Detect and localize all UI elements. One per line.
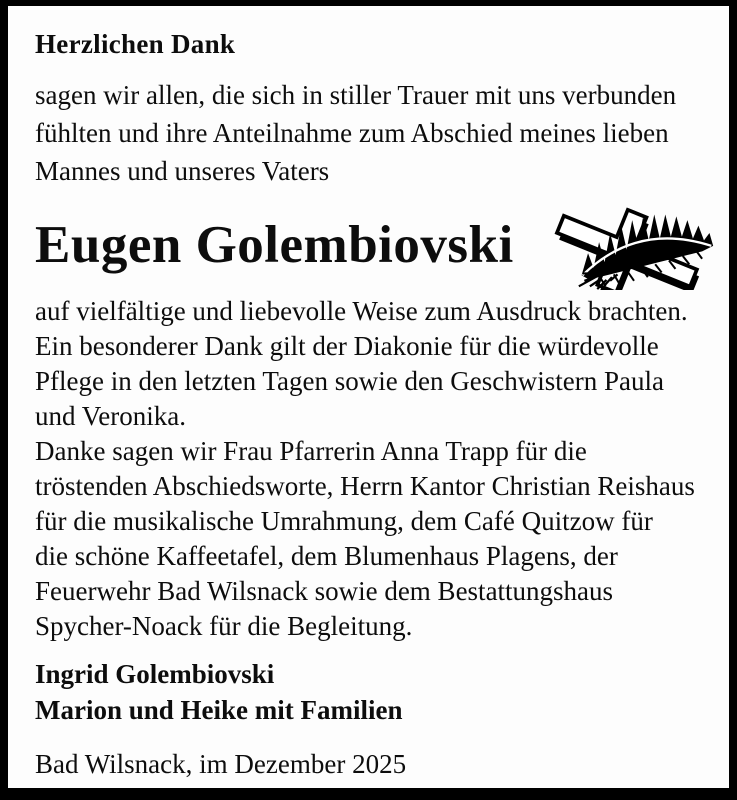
thanks-line: Danke sagen wir Frau Pfarrerin Anna Trapp für die bbox=[35, 436, 587, 466]
thanks-line: auf vielfältige und liebevolle Weise zum Ausdruck brachten. bbox=[35, 296, 688, 326]
thanks-line: die schöne Kaffeetafel, dem Blumenhaus Plagens, der bbox=[35, 541, 618, 571]
signatory-name: Ingrid Golembiovski bbox=[35, 659, 275, 689]
thanks-line: Feuerwehr Bad Wilsnack sowie dem Bestattungshaus bbox=[35, 576, 614, 606]
intro-paragraph bbox=[35, 76, 701, 190]
thanks-line: Ein besonderer Dank gilt der Diakonie für die würdevolle bbox=[35, 331, 659, 361]
intro-line: sagen wir allen, die sich in stiller Trauer mit uns verbunden bbox=[35, 80, 677, 110]
thanks-line: für die musikalische Umrahmung, dem Café Quitzow für bbox=[35, 506, 653, 536]
signatories bbox=[35, 656, 701, 728]
obituary-notice bbox=[8, 6, 729, 788]
thanks-line: und Veronika. bbox=[35, 401, 186, 431]
deceased-name-row bbox=[35, 200, 701, 290]
intro-line: Mannes und unseres Vaters bbox=[35, 156, 330, 186]
thanks-line: Spycher-Noack für die Begleitung. bbox=[35, 611, 413, 641]
cross-and-palm-icon bbox=[530, 198, 716, 290]
intro-line: fühlten und ihre Anteilnahme zum Abschied meines lieben bbox=[35, 118, 669, 148]
deceased-name: Eugen Golembiovski bbox=[35, 216, 514, 274]
place-and-date: Bad Wilsnack, im Dezember 2025 bbox=[35, 749, 407, 779]
thanks-line: Pflege in den letzten Tagen sowie den Geschwistern Paula bbox=[35, 366, 664, 396]
notice-heading: Herzlichen Dank bbox=[35, 29, 236, 59]
thanks-line: tröstenden Abschiedsworte, Herrn Kantor Christian Reishaus bbox=[35, 471, 695, 501]
signatory-name: Marion und Heike mit Familien bbox=[35, 695, 403, 725]
thanks-paragraph bbox=[35, 294, 701, 644]
